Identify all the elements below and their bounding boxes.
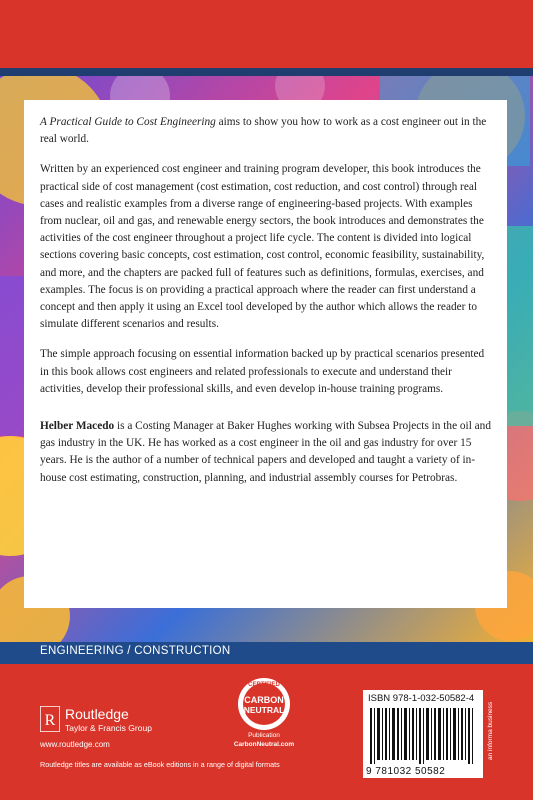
- category-label: ENGINEERING / CONSTRUCTION: [40, 645, 231, 657]
- description-paragraph-2: Written by an experienced cost engineer and training program developer, this book introduces the practical side of cost management (cost estimation, cost reduction, and cost control) through real cases and realistic examples from a diverse range of engineering-based projects. With examples from nuclear, oil and gas, and renewable energy sectors, the book introduces and demonstrates the activities of the cost engineer throughout a project life cycle. The content is divided into logical sections covering basic concepts, cost estimation, cost control, economic feasibility, sustainability, and more, and the chapters are packed full of features such as definitions, formulas, exercises, and examples. The focus is on providing a practical approach where the reader can first understand a concept and then apply it using an Excel tool developed by the author which allows the reader to simulate different scenarios and results.: [40, 163, 485, 331]
- carbon-neutral-seal-icon: [236, 676, 292, 732]
- description-paragraph-3: The simple approach focusing on essential information backed up by practical scenarios presented in this book allows cost engineers and related professionals to execute and understand their activities, develop their professional skills, and even develop in-house training programs.: [40, 348, 485, 395]
- top-navy-stripe: [0, 68, 533, 76]
- author-bio: Helber Macedo is a Costing Manager at Baker Hughes working with Subsea Projects in the oil and gas industry in the UK. He has worked as a cost engineer in the oil and gas industry for over 15 years. He is the author of a number of technical papers and developed and taught a variety of in-house cost estimating, construction, planning, and industrial assembly courses for Petrobras.: [40, 420, 491, 484]
- carbon-neutral-publication: Publication: [248, 732, 280, 739]
- publisher-group: Taylor & Francis Group: [65, 723, 152, 733]
- svg-text:CERTIFIED: CERTIFIED: [248, 682, 280, 688]
- description-panel: [24, 100, 507, 608]
- book-title-inline: A Practical Guide to Cost Engineering: [40, 116, 216, 128]
- ebook-note: Routledge titles are available as eBook editions in a range of digital formats: [40, 760, 280, 769]
- top-red-band: [0, 0, 533, 70]
- routledge-logo-icon: [40, 706, 60, 732]
- svg-text:NEUTRAL: NEUTRAL: [243, 705, 285, 715]
- isbn-label: ISBN 978-1-032-50582-4: [368, 693, 475, 704]
- publisher-url: www.routledge.com: [40, 740, 110, 749]
- barcode-icon: [370, 708, 480, 764]
- isbn-digits: 9 781032 50582: [366, 766, 446, 777]
- svg-text:R: R: [44, 712, 56, 729]
- svg-text:CARBON: CARBON: [244, 695, 284, 705]
- informa-vertical-text: an informa business: [487, 701, 494, 760]
- description-paragraph-1: A Practical Guide to Cost Engineering aims to show you how to work as a cost engineer out in the real world.: [40, 116, 487, 146]
- publisher-name: Routledge: [65, 706, 129, 722]
- author-name: Helber Macedo: [40, 420, 115, 433]
- carbon-neutral-url: CarbonNeutral.com: [233, 741, 295, 748]
